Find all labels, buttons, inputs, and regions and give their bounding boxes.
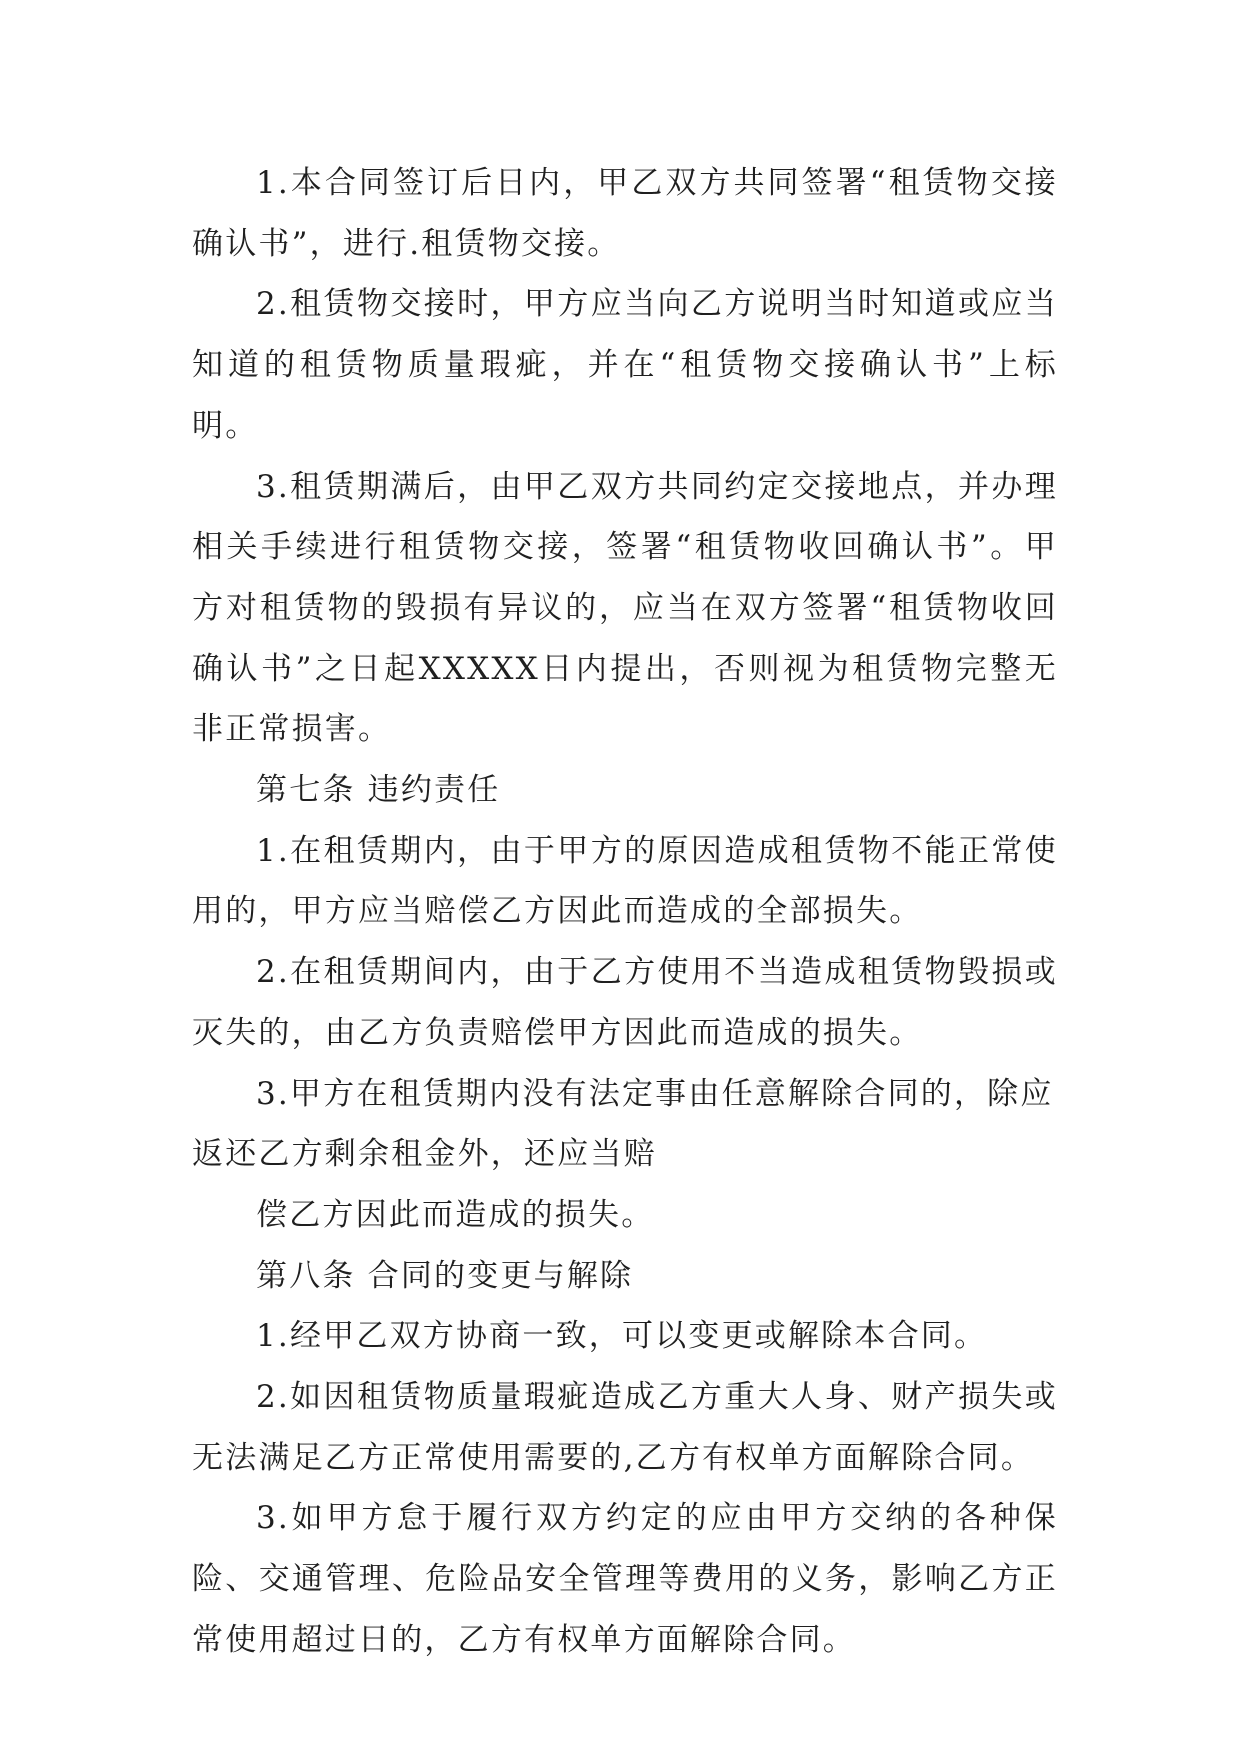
section-heading-article-8: 第八条 合同的变更与解除 — [256, 1257, 634, 1294]
paragraph-liability-1: 1.在租赁期内，由于甲方的原因造成租赁物不能正常使用的，甲方应当赔偿乙方因此而造成的全部损失。 — [192, 832, 1058, 930]
paragraph-liability-3-continued: 偿乙方因此而造成的损失。 — [256, 1196, 655, 1233]
paragraph-change-3: 3.如甲方怠于履行双方约定的应由甲方交纳的各种保险、交通管理、危险品安全管理等费用的义务，影响乙方正常使用超过日的，乙方有权单方面解除合同。 — [192, 1500, 1058, 1658]
paragraph-liability-2: 2.在租赁期间内，由于乙方使用不当造成租赁物毁损或灭失的，由乙方负责赔偿甲方因此而造成的损失。 — [192, 954, 1058, 1051]
paragraph-handover-2: 2.租赁物交接时，甲方应当向乙方说明当时知道或应当知道的租赁物质量瑕疵，并在“租赁物交接确认书”上标明。 — [192, 286, 1058, 444]
paragraph-handover-3: 3.租赁期满后，由甲乙双方共同约定交接地点，并办理相关手续进行租赁物交接，签署“租赁物收回确认书”。甲方对租赁物的毁损有异议的，应当在双方签署“租赁物收回确认书”之日起XXXXX日内提出，否则视为租赁物完整无非正常损害。 — [192, 468, 1058, 748]
paragraph-change-1: 1.经甲乙双方协商一致，可以变更或解除本合同。 — [256, 1318, 988, 1355]
paragraph-change-2: 2.如因租赁物质量瑕疵造成乙方重大人身、财产损失或无法满足乙方正常使用需要的,乙方有权单方面解除合同。 — [192, 1379, 1058, 1476]
section-heading-article-7: 第七条 违约责任 — [256, 772, 501, 809]
paragraph-handover-1: 1.本合同签订后日内，甲乙双方共同签署“租赁物交接确认书”，进行.租赁物交接。 — [192, 165, 1058, 262]
paragraph-liability-3: 3.甲方在租赁期内没有法定事由任意解除合同的，除应返还乙方剩余租金外，还应当赔 — [192, 1075, 1054, 1173]
document-body — [192, 153, 1058, 1671]
